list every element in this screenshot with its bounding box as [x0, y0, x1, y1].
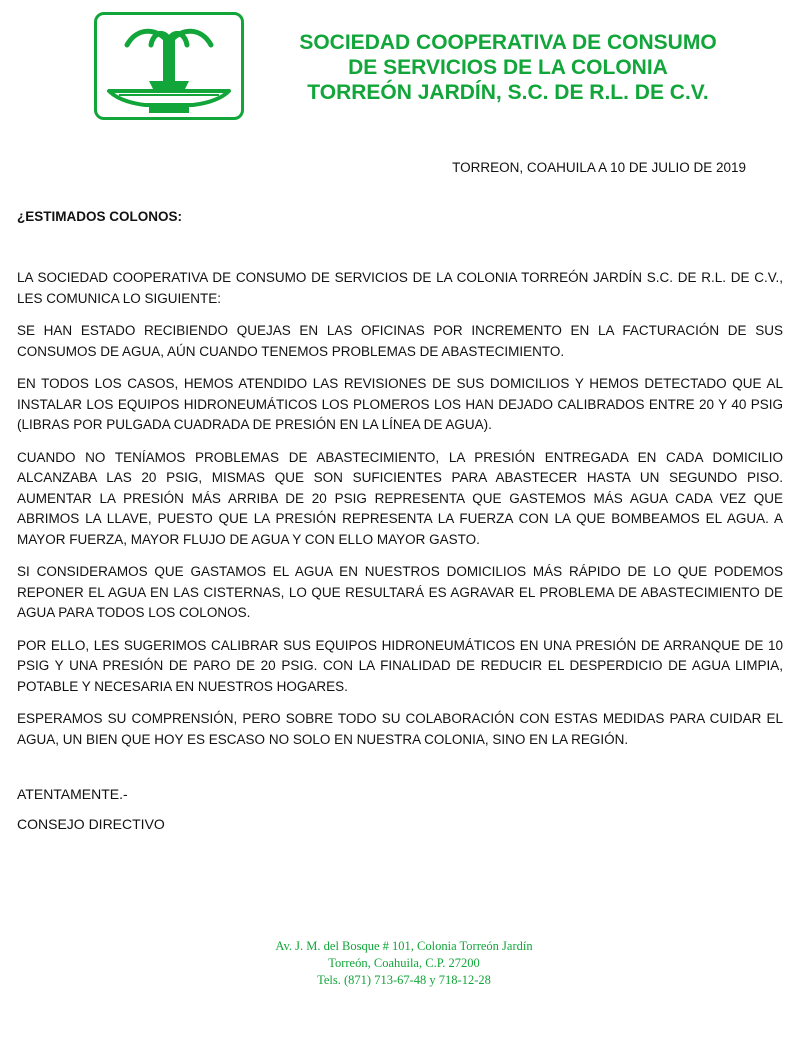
footer-address-line-2: Torreón, Coahuila, C.P. 27200: [328, 956, 480, 970]
letter-date: TORREON, COAHUILA A 10 DE JULIO DE 2019: [452, 160, 746, 175]
footer-address-line-1: Av. J. M. del Bosque # 101, Colonia Torreón Jardín: [275, 939, 533, 953]
paragraph-2: SE HAN ESTADO RECIBIENDO QUEJAS EN LAS OFICINAS POR INCREMENTO EN LA FACTURACIÓN DE SUS CONSUMOS DE AGUA, AÚN CUANDO TENEMOS PROBLEMAS DE ABASTECIMIENTO.: [17, 323, 783, 359]
signature: CONSEJO DIRECTIVO: [17, 816, 165, 832]
letter-closing: [17, 784, 165, 844]
paragraph-3: EN TODOS LOS CASOS, HEMOS ATENDIDO LAS REVISIONES DE SUS DOMICILIOS Y HEMOS DETECTADO QUE AL INSTALAR LOS EQUIPOS HIDRONEUMÁTICOS LOS PLOMEROS LOS HAN DEJADO CALIBRADOS ENTRE 20 Y 40 PSIG (LIBRAS POR PULGADA CUADRADA DE PRESIÓN EN LA LÍNEA DE AGUA).: [17, 376, 783, 432]
cooperative-logo: [94, 12, 244, 120]
paragraph-1: LA SOCIEDAD COOPERATIVA DE CONSUMO DE SERVICIOS DE LA COLONIA TORREÓN JARDÍN S.C. DE R.L. DE C.V., LES COMUNICA LO SIGUIENTE:: [17, 270, 783, 306]
letter-greeting: ¿ESTIMADOS COLONOS:: [17, 209, 182, 224]
fountain-icon: [97, 15, 241, 117]
organization-name: [280, 30, 736, 105]
paragraph-4: CUANDO NO TENÍAMOS PROBLEMAS DE ABASTECIMIENTO, LA PRESIÓN ENTREGADA EN CADA DOMICILIO ALCANZABA LAS 20 PSIG, MISMAS QUE SON SUFICIENTES PARA ABASTECER HASTA UN SEGUNDO PISO. AUMENTAR LA PRESIÓN MÁS ARRIBA DE 20 PSIG REPRESENTA QUE GASTEMOS MÁS AGUA CADA VEZ QUE ABRIMOS LA LLAVE, PUESTO QUE LA PRESIÓN REPRESENTA LA FUERZA CON LA QUE BOMBEAMOS EL AGUA. A MAYOR FUERZA, MAYOR FLUJO DE AGUA Y CON ELLO MAYOR GASTO.: [17, 449, 783, 547]
paragraph-7: ESPERAMOS SU COMPRENSIÓN, PERO SOBRE TODO SU COLABORACIÓN CON ESTAS MEDIDAS PARA CUIDAR EL AGUA, UN BIEN QUE HOY ES ESCASO NO SOLO EN NUESTRA COLONIA, SINO EN LA REGIÓN.: [17, 711, 783, 747]
paragraph-5: SI CONSIDERAMOS QUE GASTAMOS EL AGUA EN NUESTROS DOMICILIOS MÁS RÁPIDO DE LO QUE PODEMOS REPONER EL AGUA EN LAS CISTERNAS, LO QUE RESULTARÁ ES AGRAVAR EL PROBLEMA DE ABASTECIMIENTO DE AGUA PARA TODOS LOS COLONOS.: [17, 564, 783, 620]
org-name-line-3: TORREÓN JARDÍN, S.C. DE R.L. DE C.V.: [307, 81, 709, 104]
closing-phrase: ATENTAMENTE.-: [17, 786, 128, 802]
org-name-line-2: DE SERVICIOS DE LA COLONIA: [348, 56, 668, 79]
org-name-line-1: SOCIEDAD COOPERATIVA DE CONSUMO: [299, 31, 717, 54]
footer-address: [200, 938, 608, 989]
paragraph-6: POR ELLO, LES SUGERIMOS CALIBRAR SUS EQUIPOS HIDRONEUMÁTICOS EN UNA PRESIÓN DE ARRANQUE DE 10 PSIG Y UNA PRESIÓN DE PARO DE 20 PSIG. CON LA FINALIDAD DE REDUCIR EL DESPERDICIO DE AGUA LIMPIA, POTABLE Y NECESARIA EN NUESTROS HOGARES.: [17, 637, 783, 694]
footer-phones: Tels. (871) 713-67-48 y 718-12-28: [317, 973, 491, 987]
letter-body: [17, 268, 783, 762]
